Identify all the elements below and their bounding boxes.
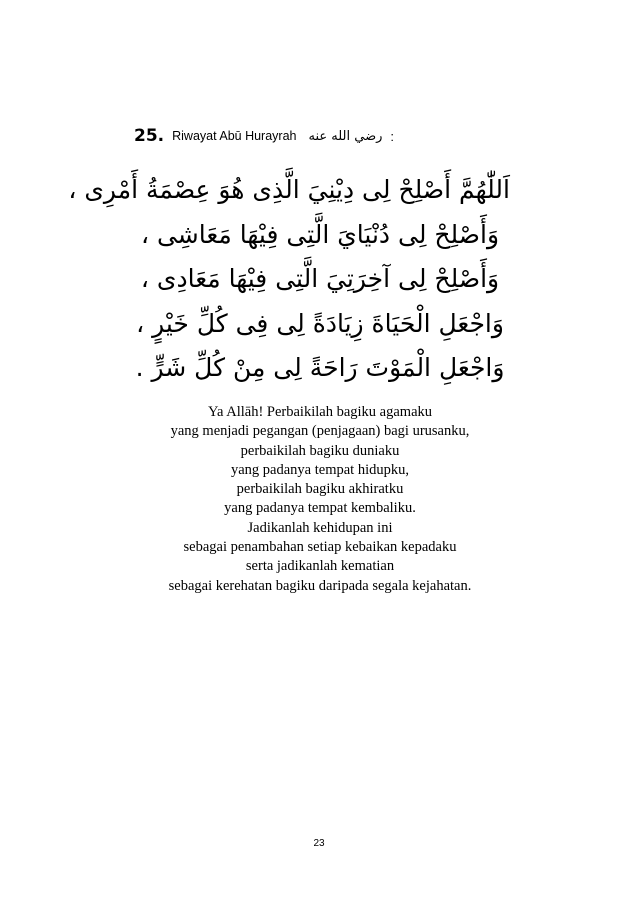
translation-line-2: yang menjadi pegangan (penjagaan) bagi urusanku, [170, 423, 470, 440]
translation-line-5: perbaikilah bagiku akhiratku [236, 481, 404, 498]
translation-line-8: sebagai penambahan setiap kebaikan kepadaku [183, 539, 457, 556]
heading-colon: : [390, 128, 395, 144]
arabic-prayer [68, 168, 510, 391]
arabic-line-3: وَأَصْلِحْ لِى آخِرَتِيَ الَّتِى فِيْهَا مَعَادِى ، [140, 264, 500, 293]
translation-line-4: yang padanya tempat hidupku, [231, 461, 409, 478]
translation-line-10: sebagai kerehatan bagiku daripada segala kejahatan. [168, 577, 472, 594]
translation-line-6: yang padanya tempat kembaliku. [224, 500, 416, 517]
arabic-line-4: وَاجْعَلِ الْحَيَاةَ زِيَادَةً لِى فِى كُلِّ خَيْرٍ ، [136, 308, 504, 338]
translation-line-3: perbaikilah bagiku duniaku [240, 442, 400, 459]
narrator-label: Riwayat Abū Hurayrah [172, 129, 297, 143]
translation-block [100, 403, 540, 596]
arabic-line-5: وَاجْعَلِ الْمَوْتَ رَاحَةً لِى مِنْ كُلِّ شَرٍّ . [135, 353, 505, 382]
translation-line-1: Ya Allāh! Perbaikilah bagiku agamaku [207, 404, 433, 420]
arabic-line-1: اَللّٰهُمَّ أَصْلِحْ لِى دِيْنِيَ الَّذِى هُوَ عِصْمَةُ أَمْرِى ، [68, 175, 510, 204]
hadith-number: 25. [134, 126, 165, 146]
translation-line-9: serta jadikanlah kematian [245, 558, 395, 575]
honorific-symbol: رضي الله عنه [308, 128, 383, 144]
page-number: 23 [313, 838, 325, 849]
translation-line-7: Jadikanlah kehidupan ini [247, 519, 393, 536]
arabic-line-2: وَأَصْلِحْ لِى دُنْيَايَ الَّتِى فِيْهَا مَعَاشِى ، [140, 219, 500, 249]
hadith-heading [134, 124, 394, 148]
